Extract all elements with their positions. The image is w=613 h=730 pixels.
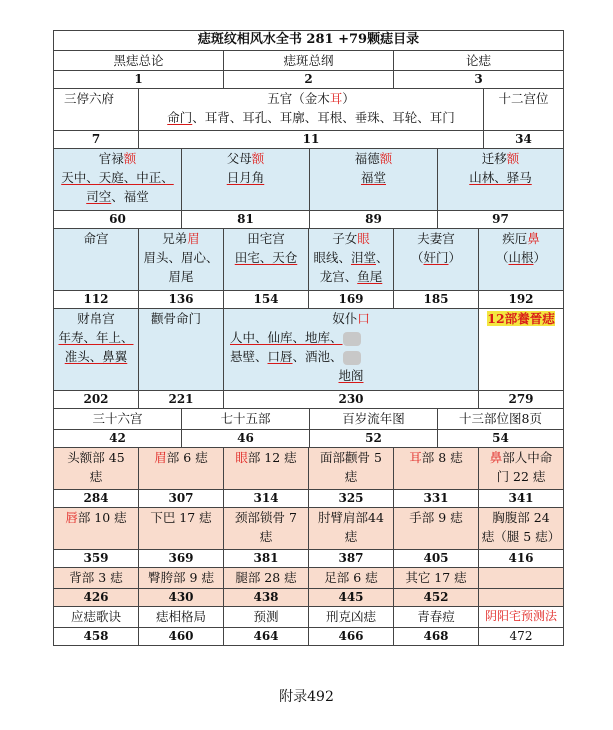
page-number: 464 — [224, 628, 309, 645]
underlined-text: 人中、仙库、地库、 — [230, 330, 343, 345]
text: （ — [410, 250, 424, 265]
face-cheek-cell — [309, 448, 394, 489]
text: 颈部锁骨 7 — [235, 510, 297, 525]
page-number: 11 — [139, 131, 484, 148]
underlined-text: 准头、鼻翼 — [64, 349, 128, 364]
page-number: 1 — [54, 71, 224, 88]
text: 眉头、眉心、 — [143, 250, 219, 265]
text: 部 6 痣 — [166, 450, 208, 465]
nose-cell — [479, 448, 564, 489]
page-number: 416 — [479, 550, 564, 567]
thirty-six-palaces: 三十六宫 — [54, 409, 182, 429]
qianyi-cell — [438, 149, 564, 210]
text: 、耳背、耳孔、耳廓、耳根、垂珠、耳轮、耳门 — [192, 110, 455, 125]
appendix-note: 附录492 — [279, 689, 334, 705]
red-text: 额 — [506, 151, 520, 166]
page-row — [54, 291, 564, 309]
text: 、酒池、 — [292, 349, 343, 364]
misc-row — [54, 607, 564, 628]
page-row — [54, 71, 564, 89]
page-title: 痣斑纹相风水全书 281 +79颗痣目录 — [54, 31, 564, 50]
page-number: 359 — [54, 550, 139, 567]
page-row — [54, 490, 564, 508]
underlined-text: 福堂 — [360, 170, 386, 185]
red-text: 耳 — [409, 450, 422, 465]
hundred-year-chart: 百岁流年图 — [310, 409, 438, 429]
eyebrow-cell — [139, 448, 224, 489]
cell-text: 三停六府 — [64, 91, 115, 106]
page-number: 97 — [438, 211, 564, 228]
underlined-text: 鱼尾 — [357, 269, 383, 284]
page-number: 192 — [479, 291, 564, 308]
text: 痣 — [89, 469, 103, 484]
forehead-row — [54, 149, 564, 211]
page-number: 3 — [394, 71, 564, 88]
text: 头额部 45 — [67, 450, 125, 465]
leg-cell: 腿部 28 痣 — [224, 568, 309, 588]
toc-table — [53, 30, 564, 646]
red-text: 耳 — [329, 91, 343, 106]
page-number: 331 — [394, 490, 479, 507]
page-number: 458 — [54, 628, 139, 645]
red-text: 额 — [379, 151, 393, 166]
text: 迁移 — [481, 151, 507, 166]
head-forehead-cell — [54, 448, 139, 489]
red-text: 额 — [251, 151, 265, 166]
page-number: 430 — [139, 589, 224, 606]
page-number: 387 — [309, 550, 394, 567]
text: 兄弟 — [162, 231, 188, 246]
page-number: 381 — [224, 550, 309, 567]
page-number: 2 — [224, 71, 394, 88]
red-text: 唇 — [65, 510, 78, 525]
highlighted-text: 12部養晉痣 — [487, 311, 555, 326]
text: 五官（金木 — [267, 91, 330, 106]
page-row — [54, 391, 564, 409]
page-number: 426 — [54, 589, 139, 606]
moles-row-3 — [54, 568, 564, 589]
cell-list — [139, 108, 483, 127]
underlined-text: 山根 — [508, 250, 534, 265]
text: 胸腹部 24 — [492, 510, 550, 525]
page-number: 169 — [309, 291, 394, 308]
charts-row — [54, 409, 564, 430]
fuqi-cell — [394, 229, 479, 290]
page-number: 136 — [139, 291, 224, 308]
underlined-text: 泪堂 — [350, 250, 376, 265]
twelve-palaces: 十二宫位 — [484, 89, 564, 130]
back-cell: 背部 3 痣 — [54, 568, 139, 588]
evil-moles-cell: 刑克凶痣 — [309, 607, 394, 627]
underlined-text: 奸门 — [423, 250, 449, 265]
page-number: 279 — [479, 391, 564, 408]
red-text: 鼻 — [489, 450, 503, 465]
page-number: 307 — [139, 490, 224, 507]
tianzhai-cell — [224, 229, 309, 290]
text: 痣 — [259, 529, 273, 544]
moles-row-1 — [54, 448, 564, 490]
underlined-text: 命门 — [167, 110, 193, 125]
text: 父母 — [226, 151, 252, 166]
underlined-text: 地阁 — [338, 368, 364, 383]
jie-cell — [479, 229, 564, 290]
wealth-row — [54, 309, 564, 391]
underlined-text: 司空 — [86, 189, 112, 204]
page-row — [54, 550, 564, 568]
text: 部人中命 — [502, 450, 553, 465]
section-black-moles: 黑痣总论 — [54, 51, 224, 70]
text: 手部 9 痣 — [409, 510, 463, 525]
text: 田宅宫 — [247, 231, 285, 246]
page-number: 405 — [394, 550, 479, 567]
poem-cell: 应痣歌诀 — [54, 607, 139, 627]
page-number: 54 — [438, 430, 564, 447]
other-cell: 其它 17 痣 — [394, 568, 479, 588]
lip-cell — [54, 508, 139, 549]
guanlu-cell — [54, 149, 182, 210]
quangu-cell: 颧骨命门 — [139, 309, 224, 390]
section-theory: 论痣 — [394, 51, 564, 70]
text: ） — [533, 250, 547, 265]
zinv-cell — [309, 229, 394, 290]
foot-cell: 足部 6 痣 — [309, 568, 394, 588]
text: 门 22 痣 — [496, 469, 546, 484]
page-number: 466 — [309, 628, 394, 645]
page-number: 89 — [310, 211, 438, 228]
text: 福德 — [354, 151, 380, 166]
blurred-image — [343, 351, 361, 365]
features-row — [54, 89, 564, 131]
text: 疾厄 — [502, 231, 528, 246]
arm-shoulder-cell — [309, 508, 394, 549]
text: ） — [342, 91, 355, 106]
page-number — [479, 589, 564, 606]
underlined-text: 日月角 — [226, 170, 265, 185]
red-text: 眉 — [187, 231, 200, 246]
acne-cell: 青春痘 — [394, 607, 479, 627]
text: 部 8 痣 — [421, 450, 463, 465]
page-row — [54, 430, 564, 448]
text: 眉尾 — [168, 269, 194, 284]
text: 官禄 — [98, 151, 124, 166]
red-text: 额 — [123, 151, 137, 166]
ear-cell — [394, 448, 479, 489]
text: 财帛宫 — [77, 311, 115, 326]
page-row — [54, 628, 564, 646]
text: 、福堂 — [111, 189, 149, 204]
page-number: 112 — [54, 291, 139, 308]
empty-cell — [479, 568, 564, 588]
page-number: 7 — [54, 131, 139, 148]
xiongdi-cell — [139, 229, 224, 290]
red-text: 口 — [357, 311, 370, 326]
cell-heading — [139, 89, 483, 108]
page-number: 325 — [309, 490, 394, 507]
red-text: 眉 — [154, 450, 167, 465]
page-number: 341 — [479, 490, 564, 507]
neck-cell — [224, 508, 309, 549]
page-number: 460 — [139, 628, 224, 645]
underlined-text: 田宅、天仓 — [234, 250, 298, 265]
text: 奴仆 — [332, 311, 358, 326]
red-text: 眼 — [357, 231, 370, 246]
blurred-image — [343, 332, 361, 346]
prediction-cell: 预测 — [224, 607, 309, 627]
page-number: 154 — [224, 291, 309, 308]
pattern-cell: 痣相格局 — [139, 607, 224, 627]
chin-cell — [139, 508, 224, 549]
underlined-text: 年寿、年上、 — [58, 330, 134, 345]
page-row — [54, 589, 564, 607]
red-text: 鼻 — [527, 231, 540, 246]
page-number: 314 — [224, 490, 309, 507]
page-number: 472 — [479, 628, 564, 645]
section-row — [54, 51, 564, 71]
chest-cell — [479, 508, 564, 549]
page-row — [54, 131, 564, 149]
page-number: 445 — [309, 589, 394, 606]
twelve-parts-cell — [479, 309, 564, 390]
page-number: 202 — [54, 391, 139, 408]
page-number: 52 — [310, 430, 438, 447]
page-number: 42 — [54, 430, 182, 447]
text: （ — [495, 250, 509, 265]
page-number: 369 — [139, 550, 224, 567]
palace-row — [54, 229, 564, 291]
seventy-five-parts: 七十五部 — [182, 409, 310, 429]
caibo-cell — [54, 309, 139, 390]
page-number: 468 — [394, 628, 479, 645]
text: 、 — [376, 250, 389, 265]
page-number: 81 — [182, 211, 310, 228]
page-number: 452 — [394, 589, 479, 606]
fude-cell — [310, 149, 438, 210]
text: 夫妻宫 — [417, 231, 455, 246]
text: 下巴 17 痣 — [150, 510, 212, 525]
text: 眼线、 — [313, 250, 351, 265]
text: 肘臂肩部44 — [318, 510, 384, 525]
hand-cell — [394, 508, 479, 549]
text: 面部颧骨 5 — [320, 450, 382, 465]
text: 痣 — [344, 529, 358, 544]
text: 部 10 痣 — [77, 510, 127, 525]
page-number: 221 — [139, 391, 224, 408]
nupu-cell — [224, 309, 479, 390]
page-number: 60 — [54, 211, 182, 228]
page-number: 34 — [484, 131, 564, 148]
five-organs — [139, 89, 484, 130]
page-number: 284 — [54, 490, 139, 507]
three-stops — [54, 89, 139, 130]
page-row — [54, 211, 564, 229]
page-number: 46 — [182, 430, 310, 447]
text: 悬壁、 — [230, 349, 268, 364]
section-outline: 痣斑总纲 — [224, 51, 394, 70]
title-row — [54, 31, 564, 51]
thirteen-parts-chart: 十三部位图8页 — [438, 409, 564, 429]
underlined-text: 口唇 — [267, 349, 293, 364]
underlined-text: 山林、驿马 — [469, 170, 532, 185]
text: 部 12 痣 — [247, 450, 297, 465]
text: 痣 — [344, 469, 358, 484]
yinyang-cell: 阴阳宅预测法 — [479, 607, 564, 627]
red-text: 眼 — [235, 450, 248, 465]
page-number: 230 — [224, 391, 479, 408]
text: 痣（腿 5 痣） — [481, 529, 561, 544]
page-number: 438 — [224, 589, 309, 606]
eye-cell — [224, 448, 309, 489]
text: ） — [448, 250, 462, 265]
underlined-text: 天中、天庭、中正、 — [61, 170, 174, 185]
text: 子女 — [332, 231, 358, 246]
hip-cell: 臀胯部 9 痣 — [139, 568, 224, 588]
moles-row-2 — [54, 508, 564, 550]
text: 龙宫、 — [319, 269, 358, 284]
minggong-cell: 命宫 — [54, 229, 139, 290]
page-number: 185 — [394, 291, 479, 308]
fumu-cell — [182, 149, 310, 210]
